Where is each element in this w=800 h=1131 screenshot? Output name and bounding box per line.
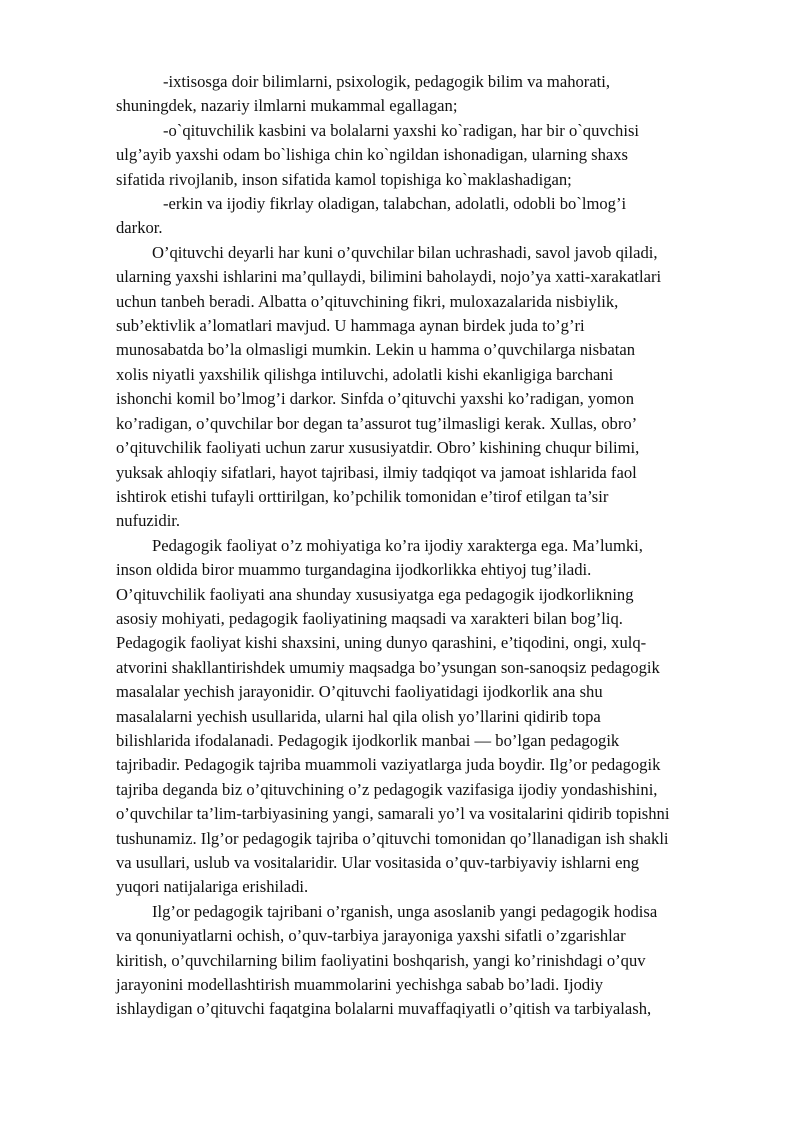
text-line: masalalar yechish jarayonidir. O’qituvchi faoliyatidagi ijodkorlik ana shu	[116, 682, 603, 702]
text-line: Ilg’or pedagogik tajribani o’rganish, unga asoslanib yangi pedagogik hodisa	[152, 901, 658, 921]
document-page	[116, 70, 738, 1022]
text-line: tushunamiz. Ilg’or pedagogik tajriba o’qituvchi tomonidan qo’llanadigan ish shakli	[116, 828, 669, 848]
text-line: va usullari, uslub va vositalaridir. Ular vositasida o’quv-tarbiyaviy ishlarni eng	[116, 853, 640, 872]
list-item-free-thinking	[116, 192, 738, 241]
text-line: ulg’ayib yaxshi odam bo`lishiga chin ko`ngildan ishonadigan, ularning shaxs	[116, 145, 629, 165]
text-line: masalalarni yechish usullarida, ularni hal qila olish yo’llarini qidirib topa	[116, 706, 601, 726]
text-line: kiritish, o’quvchilarning bilim faoliyatini boshqarish, yangi ko’rinishdagi o’quv	[116, 950, 646, 970]
text-line: yuksak ahloqiy sifatlari, hayot tajribasi, ilmiy tadqiqot va jamoat ishlarida faol	[116, 462, 637, 482]
text-line: xolis niyatli yaxshilik qilishga intiluvchi, adolatli kishi ekanligiga barchani	[116, 364, 614, 384]
text-line: sub’ektivlik a’lomatlari mavjud. U hammaga aynan birdek juda to’g’ri	[116, 316, 585, 336]
text-line: inson oldida biror muammo turgandagina ijodkorlikka ehtiyoj tug’iladi.	[116, 560, 592, 580]
text-line: nufuzidir.	[116, 511, 181, 531]
text-line: ishonchi komil bo’lmog’i darkor. Sinfda o’qituvchi yaxshi ko’radigan, yomon	[116, 389, 635, 409]
paragraph-advanced-experience	[116, 900, 738, 1022]
list-item-knowledge	[116, 70, 738, 119]
text-line: jarayonini modellashtirish muammolarini yechishga sabab bo’ladi. Ijodiy	[116, 975, 604, 995]
text-line: ishlaydigan o’qituvchi faqatgina bolalarni muvaffaqiyatli o’qitish va tarbiyalash,	[116, 999, 652, 1019]
text-line: -ixtisosga doir bilimlarni, psixologik, pedagogik bilim va mahorati,	[163, 72, 611, 91]
text-line: yuqori natijalariga erishiladi.	[116, 877, 309, 897]
text-line: o’qituvchilik faoliyati uchun zarur xususiyatdir. Obro’ kishining chuqur bilimi,	[116, 438, 640, 458]
text-line: Pedagogik faoliyat kishi shaxsini, uning dunyo qarashini, e’tiqodini, ongi, xulq-	[116, 633, 647, 653]
text-line: sifatida rivojlanib, inson sifatida kamol topishiga ko`maklashadigan;	[116, 169, 572, 189]
text-line: darkor.	[116, 218, 163, 238]
text-line: Pedagogik faoliyat o’z mohiyatiga ko’ra ijodiy xarakterga ega. Ma’lumki,	[152, 535, 643, 555]
text-line: uchun tanbeh beradi. Albatta o’qituvchining fikri, muloxazalarida nisbiylik,	[116, 291, 619, 311]
text-line: ularning yaxshi ishlarini ma’qullaydi, bilimini baholaydi, nojo’ya xatti-xarakatlari	[116, 267, 662, 287]
text-line: -o`qituvchilik kasbini va bolalarni yaxshi ko`radigan, har bir o`quvchisi	[163, 120, 640, 140]
text-line: ko’radigan, o’quvchilar bor degan ta’assurot tug’ilmasligi kerak. Xullas, obro’	[116, 413, 638, 433]
list-item-love-of-profession	[116, 119, 738, 192]
text-line: O’qituvchilik faoliyati ana shunday xususiyatga ega pedagogik ijodkorlikning	[116, 584, 634, 604]
text-line: va qonuniyatlarni ochish, o’quv-tarbiya jarayoniga yaxshi sifatli o’zgarishlar	[116, 926, 626, 946]
text-line: bilishlarida ifodalanadi. Pedagogik ijodkorlik manbai — bo’lgan pedagogik	[116, 730, 620, 750]
text-line: shuningdek, nazariy ilmlarni mukammal egallagan;	[116, 96, 458, 116]
text-line: O’qituvchi deyarli har kuni o’quvchilar bilan uchrashadi, savol javob qiladi,	[152, 242, 658, 262]
paragraph-teacher-authority	[116, 241, 738, 534]
text-line: -erkin va ijodiy fikrlay oladigan, talabchan, adolatli, odobli bo`lmog’i	[163, 194, 627, 214]
text-line: ishtirok etishi tufayli orttirilgan, ko’pchilik tomonidan e’tirof etilgan ta’sir	[116, 486, 609, 506]
text-line: tajriba deganda biz o’qituvchining o’z pedagogik vazifasiga ijodiy yondashishini,	[116, 779, 658, 799]
paragraph-creative-activity	[116, 534, 738, 900]
text-line: asosiy mohiyati, pedagogik faoliyatining maqsadi va xarakteri bilan bog’liq.	[116, 608, 623, 628]
text-line: tajribadir. Pedagogik tajriba muammoli vaziyatlarga juda boydir. Ilg’or pedagogik	[116, 755, 661, 775]
text-line: o’quvchilar ta’lim-tarbiyasining yangi, samarali yo’l va vositalarini qidirib topishni	[116, 804, 670, 824]
text-line: munosabatda bo’la olmasligi mumkin. Lekin u hamma o’quvchilarga nisbatan	[116, 340, 636, 360]
text-line: atvorini shakllantirishdek umumiy maqsadga bo’ysungan son-sanoqsiz pedagogik	[116, 657, 660, 677]
